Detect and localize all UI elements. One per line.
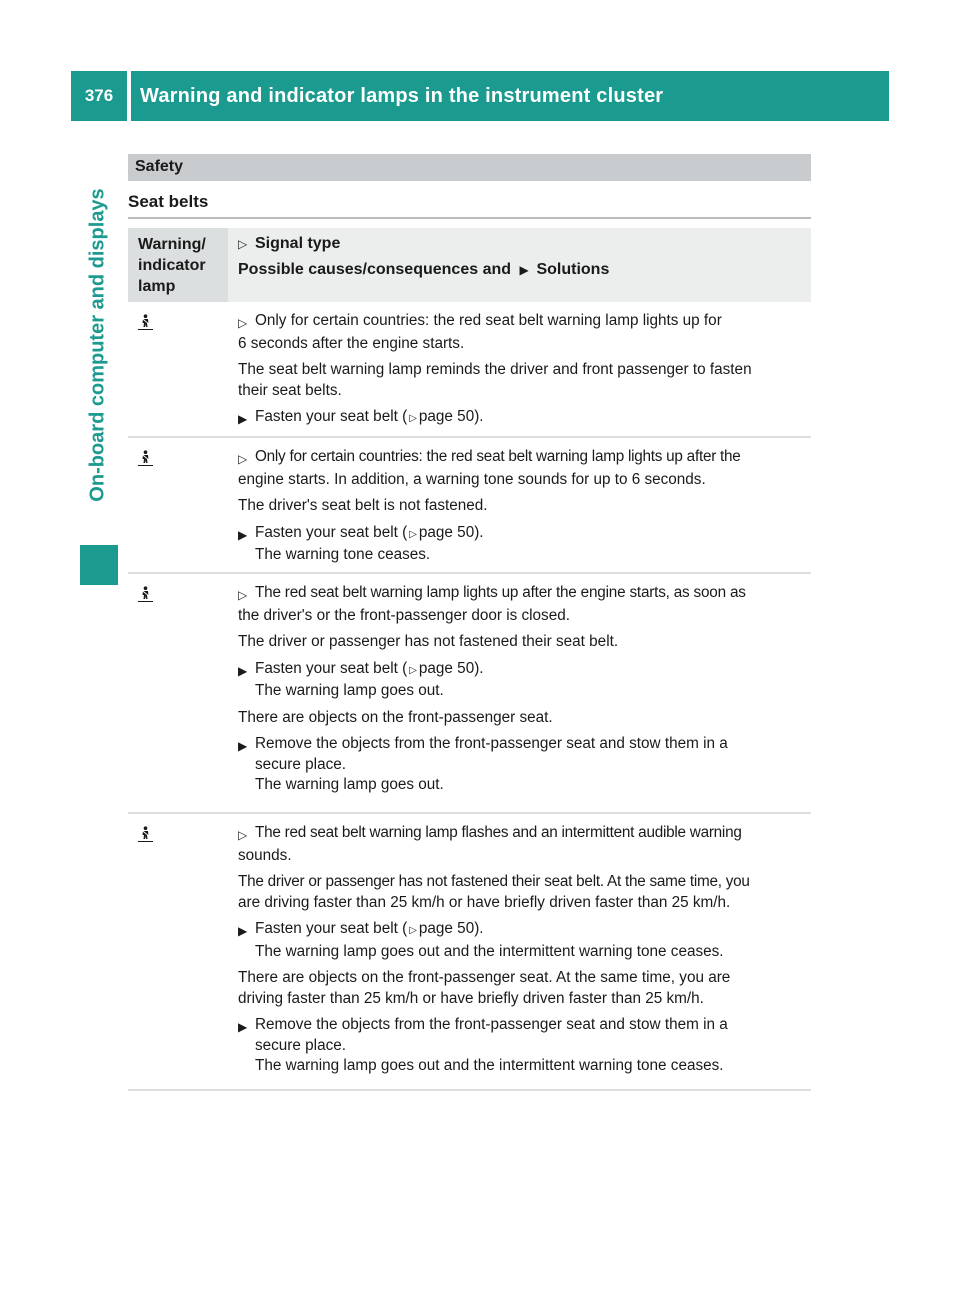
col-header-lamp-line: lamp: [138, 278, 176, 295]
signal-triangle-icon: ▷: [238, 452, 248, 466]
solution-result: The warning lamp goes out and the intermittent warning tone ceases.: [255, 1057, 724, 1074]
page-ref-icon: ▷: [409, 528, 417, 540]
col-header-signal-type: Signal type: [255, 235, 341, 252]
signal-triangle-icon: ▷: [238, 316, 248, 330]
page-number: 376: [71, 71, 127, 121]
action-arrow-icon: ▶: [238, 739, 248, 753]
cause-text: There are objects on the front-passenger seat. At the same time, you are: [238, 969, 731, 986]
seat-belt-icon: [138, 450, 153, 466]
signal-triangle-icon: ▷: [238, 828, 248, 842]
warning-lamp-table: [128, 228, 811, 1091]
cause-text: their seat belts.: [238, 381, 342, 399]
chapter-tab-marker: [80, 545, 118, 585]
solution-result: The warning lamp goes out.: [255, 682, 444, 699]
solution-text: Remove the objects from the front-passenger seat and stow them in a: [255, 735, 728, 752]
solution-text: secure place.: [255, 755, 346, 773]
cause-text: The driver's seat belt is not fastened.: [238, 497, 488, 514]
section-band: [128, 154, 811, 181]
signal-text: Only for certain countries: the red seat belt warning lamp lights up after the: [255, 448, 741, 465]
solution-text: secure place.: [255, 1036, 346, 1054]
solution-text: Fasten your seat belt (: [255, 408, 408, 425]
signal-text: Only for certain countries: the red seat belt warning lamp lights up for: [255, 312, 722, 329]
page-reference[interactable]: page 50).: [418, 659, 484, 677]
table-row: [128, 438, 811, 574]
cause-text: The driver or passenger has not fastened their seat belt. At the same time, you: [238, 873, 750, 890]
solution-text: Remove the objects from the front-passenger seat and stow them in a: [255, 1016, 728, 1033]
col-header-causes: Possible causes/consequences and: [238, 261, 512, 278]
table-header: [128, 228, 811, 302]
solution-result: The warning lamp goes out.: [255, 776, 444, 793]
action-arrow-icon: ▶: [519, 263, 529, 277]
cause-text: The driver or passenger has not fastened their seat belt.: [238, 633, 619, 650]
subsection-title: Seat belts: [128, 192, 209, 211]
section-title: Safety: [135, 158, 184, 175]
action-arrow-icon: ▶: [238, 924, 248, 938]
signal-text: The red seat belt warning lamp flashes and an intermittent audible warning: [255, 824, 742, 841]
col-header-lamp-line: indicator: [138, 257, 206, 274]
col-header-signal: [228, 228, 811, 302]
signal-text: the driver's or the front-passenger door is closed.: [238, 606, 570, 624]
solution-result: The warning tone ceases.: [255, 546, 431, 563]
subsection-divider: [128, 217, 811, 219]
signal-text: The red seat belt warning lamp lights up after the engine starts, as soon as: [255, 584, 746, 601]
action-arrow-icon: ▶: [238, 412, 248, 426]
solution-text: Fasten your seat belt (: [255, 523, 408, 541]
action-arrow-icon: ▶: [238, 527, 248, 542]
page-reference[interactable]: page 50).: [418, 523, 484, 541]
col-header-solutions: Solutions: [536, 261, 610, 278]
signal-triangle-icon: ▷: [238, 237, 248, 251]
table-row: [128, 574, 811, 814]
page-header-title: Warning and indicator lamps in the instrument cluster: [131, 71, 889, 121]
cause-text: The seat belt warning lamp reminds the driver and front passenger to fasten: [238, 361, 752, 378]
cause-text: driving faster than 25 km/h or have briefly driven faster than 25 km/h.: [238, 989, 704, 1007]
col-header-lamp-line: Warning/: [138, 236, 206, 253]
signal-text: 6 seconds after the engine starts.: [238, 334, 465, 352]
action-arrow-icon: ▶: [238, 1020, 248, 1034]
signal-text: engine starts. In addition, a warning tone sounds for up to 6 seconds.: [238, 470, 706, 488]
seat-belt-icon: [138, 314, 153, 330]
solution-result: The warning lamp goes out and the intermittent warning tone ceases.: [255, 942, 724, 960]
seat-belt-icon: [138, 586, 153, 602]
chapter-tab-label: On-board computer and displays: [86, 188, 109, 502]
table-row: [128, 302, 811, 438]
seat-belt-icon: [138, 826, 153, 842]
cause-text: There are objects on the front-passenger seat.: [238, 708, 553, 726]
col-header-lamp: [128, 228, 228, 302]
solution-text: Fasten your seat belt (: [255, 920, 408, 937]
page-ref-icon: ▷: [409, 664, 417, 676]
signal-triangle-icon: ▷: [238, 588, 248, 602]
action-arrow-icon: ▶: [238, 663, 248, 678]
solution-text: Fasten your seat belt (: [255, 659, 408, 677]
table-row: [128, 814, 811, 1091]
page-reference[interactable]: page 50).: [418, 920, 484, 937]
page-reference[interactable]: page 50).: [418, 408, 484, 425]
signal-text: sounds.: [238, 846, 292, 864]
page-ref-icon: ▷: [409, 413, 417, 424]
cause-text: are driving faster than 25 km/h or have briefly driven faster than 25 km/h.: [238, 893, 731, 911]
page-ref-icon: ▷: [409, 925, 417, 936]
